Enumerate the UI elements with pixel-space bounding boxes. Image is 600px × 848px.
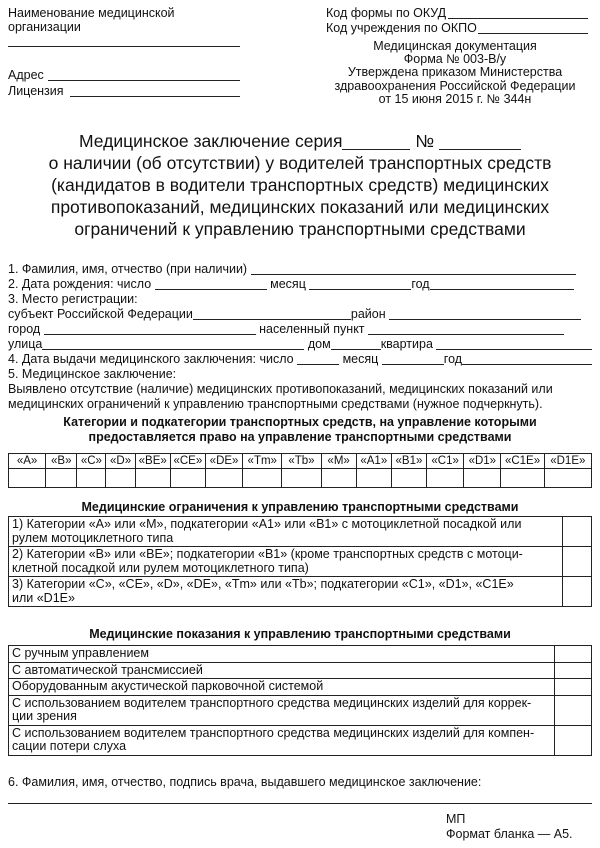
field-subject: [8, 307, 581, 321]
category-cell: «C»: [77, 454, 106, 469]
category-cell: «B1»: [391, 454, 426, 469]
issue-year-label: год: [443, 352, 463, 366]
indication-mark-cell[interactable]: [555, 695, 592, 725]
issue-day-label: 4. Дата выдачи медицинского заключения: число: [8, 352, 294, 366]
category-mark-cell[interactable]: [464, 469, 501, 488]
subject-label: субъект Российской Федерации: [8, 307, 193, 321]
category-mark-cell[interactable]: [135, 469, 170, 488]
categories-label-row: [9, 454, 592, 469]
city-label: город: [8, 322, 41, 336]
conclusion-text-1: Выявлено отсутствие (наличие) медицинских противопоказаний, медицинских показаний или: [8, 382, 553, 396]
indication-text: С использованием водителем транспортного средства медицинских изделий для компен- сации потери слуха: [9, 725, 555, 755]
okud-line[interactable]: [448, 18, 588, 19]
indication-row: [9, 679, 592, 696]
field-full-name: [8, 262, 576, 276]
indication-mark-cell[interactable]: [555, 725, 592, 755]
doc-line: от 15 июня 2015 г. № 344н: [378, 91, 532, 106]
title-line: (кандидатов в водители транспортных средств) медицинских: [51, 175, 549, 195]
category-cell: «BE»: [135, 454, 170, 469]
category-mark-cell[interactable]: [321, 469, 356, 488]
subject-input[interactable]: [193, 307, 351, 320]
limitation-row: [9, 517, 592, 547]
city-input[interactable]: [44, 322, 256, 335]
category-mark-cell[interactable]: [391, 469, 426, 488]
settlement-input[interactable]: [368, 322, 564, 335]
okpo-label: Код учреждения по ОКПО: [326, 21, 477, 35]
district-input[interactable]: [389, 307, 581, 320]
category-cell: «D»: [106, 454, 135, 469]
limitation-text: 1) Категории «A» или «M», подкатегории «A1» или «B1» с мотоциклетной посадкой или рулем мотоциклетного типа: [9, 517, 563, 547]
doc-approval-block: [322, 40, 588, 106]
indication-text: С ручным управлением: [9, 646, 555, 663]
conclusion-text-2: медицинских ограничений к управлению транспортными средствами (нужное подчеркнуть).: [8, 397, 543, 411]
address-line[interactable]: [48, 80, 240, 81]
address-label: Адрес: [8, 68, 44, 82]
title-line: противопоказаний, медицинских показаний или медицинских: [50, 197, 550, 217]
indication-mark-cell[interactable]: [555, 662, 592, 679]
category-cell: «A1»: [356, 454, 391, 469]
limitation-text: 2) Категории «B» или «BE»; подкатегории «B1» (кроме транспортных средств с мотоци- клетной посадкой или рулем мотоциклетного типа): [9, 547, 563, 577]
org-name-label: Наименование медицинской: [8, 6, 175, 20]
street-input[interactable]: [42, 337, 304, 350]
category-mark-cell[interactable]: [282, 469, 321, 488]
series-blank[interactable]: [342, 134, 410, 150]
indication-text: С автоматической трансмиссией: [9, 662, 555, 679]
street-label: улица: [8, 337, 43, 351]
category-cell: «DE»: [205, 454, 242, 469]
limitations-table: [8, 516, 592, 607]
license-label: Лицензия: [8, 84, 64, 98]
okpo-line[interactable]: [478, 33, 588, 34]
indication-row: [9, 725, 592, 755]
doc-line: Утверждена приказом Министерства: [347, 65, 563, 80]
limitation-mark-cell[interactable]: [563, 517, 592, 547]
category-mark-cell[interactable]: [427, 469, 464, 488]
category-mark-cell[interactable]: [243, 469, 282, 488]
categories-heading-1: Категории и подкатегории транспортных средств, на управление которыми: [63, 415, 537, 429]
indication-mark-cell[interactable]: [555, 679, 592, 696]
category-cell: «Tb»: [282, 454, 321, 469]
okud-label: Код формы по ОКУД: [326, 6, 447, 20]
indication-text: Оборудованным акустической парковочной системой: [9, 679, 555, 696]
limitation-text: 3) Категории «C», «CE», «D», «DE», «Tm» или «Tb»; подкатегории «C1», «D1», «C1E» или «D1E»: [9, 577, 563, 607]
field-conclusion: 5. Медицинское заключение:: [8, 367, 177, 381]
house-input[interactable]: [331, 337, 381, 350]
limitations-heading: Медицинские ограничения к управлению транспортными средствами: [81, 500, 519, 514]
license-line[interactable]: [70, 96, 240, 97]
full-name-label: 1. Фамилия, имя, отчество (при наличии): [8, 262, 248, 276]
issue-month-label: месяц: [342, 352, 379, 366]
org-name-line[interactable]: [8, 46, 240, 47]
title-series-label: Медицинское заключение серия: [79, 131, 343, 151]
category-mark-cell[interactable]: [544, 469, 591, 488]
birth-day-label: 2. Дата рождения: число: [8, 277, 152, 291]
house-label: дом: [307, 337, 331, 351]
indication-row: [9, 695, 592, 725]
doc-line: здравоохранения Российской Федерации: [334, 78, 576, 93]
birth-year-input[interactable]: [430, 277, 574, 290]
category-cell: «C1»: [427, 454, 464, 469]
category-cell: «D1E»: [544, 454, 591, 469]
category-mark-cell[interactable]: [356, 469, 391, 488]
form-format-label: Формат бланка — А5.: [446, 827, 573, 841]
number-blank[interactable]: [439, 134, 521, 150]
doc-line: Медицинская документация: [373, 39, 537, 53]
category-cell: «A»: [9, 454, 46, 469]
indication-mark-cell[interactable]: [555, 646, 592, 663]
title-line: ограничений к управлению транспортными средствами: [74, 219, 526, 239]
category-cell: «C1E»: [501, 454, 544, 469]
apartment-label: квартира: [380, 337, 433, 351]
categories-heading-2: предоставляется право на управление транспортными средствами: [88, 430, 512, 444]
category-mark-cell[interactable]: [9, 469, 46, 488]
full-name-input[interactable]: [251, 262, 576, 275]
birth-day-input[interactable]: [155, 277, 267, 290]
indication-row: [9, 662, 592, 679]
indications-heading: Медицинские показания к управлению транспортными средствами: [89, 627, 511, 641]
category-mark-cell[interactable]: [77, 469, 106, 488]
birth-month-input[interactable]: [309, 277, 411, 290]
category-mark-cell[interactable]: [46, 469, 77, 488]
category-mark-cell[interactable]: [501, 469, 544, 488]
issue-month-input[interactable]: [382, 352, 444, 365]
category-mark-cell[interactable]: [106, 469, 135, 488]
stamp-place-label: МП: [446, 812, 466, 826]
category-cell: «M»: [321, 454, 356, 469]
category-mark-cell[interactable]: [170, 469, 205, 488]
issue-day-input[interactable]: [297, 352, 339, 365]
org-name-label-2: организации: [8, 20, 81, 34]
field-city: [8, 322, 564, 336]
limitation-mark-cell[interactable]: [563, 547, 592, 577]
categories-table: [8, 453, 592, 488]
limitation-row: [9, 577, 592, 607]
district-label: район: [350, 307, 386, 321]
title-line: о наличии (об отсутствии) у водителей транспортных средств: [48, 153, 552, 173]
title-number-label: №: [415, 131, 435, 151]
category-cell: «B»: [46, 454, 77, 469]
apartment-input[interactable]: [436, 337, 592, 350]
field-registration: 3. Место регистрации:: [8, 292, 138, 306]
indication-text: С использованием водителем транспортного средства медицинских изделий для коррек- ции зрения: [9, 695, 555, 725]
doctor-signature-label: 6. Фамилия, имя, отчество, подпись врача, выдавшего медицинское заключение:: [8, 775, 482, 789]
category-cell: «D1»: [464, 454, 501, 469]
document-title: [0, 130, 600, 240]
category-mark-cell[interactable]: [205, 469, 242, 488]
settlement-label: населенный пункт: [259, 322, 365, 336]
limitation-row: [9, 547, 592, 577]
field-issue-date: [8, 352, 592, 366]
indications-table: [8, 645, 592, 756]
categories-mark-row: [9, 469, 592, 488]
issue-year-input[interactable]: [462, 352, 592, 365]
limitation-mark-cell[interactable]: [563, 577, 592, 607]
doctor-signature-line[interactable]: [8, 803, 592, 804]
field-street: [8, 337, 592, 351]
category-cell: «Tm»: [243, 454, 282, 469]
category-cell: «CE»: [170, 454, 205, 469]
doc-line: Форма № 003-В/у: [403, 52, 507, 67]
birth-month-label: месяц: [270, 277, 306, 291]
field-birth-date: [8, 277, 574, 291]
indication-row: [9, 646, 592, 663]
birth-year-label: год: [411, 277, 430, 291]
